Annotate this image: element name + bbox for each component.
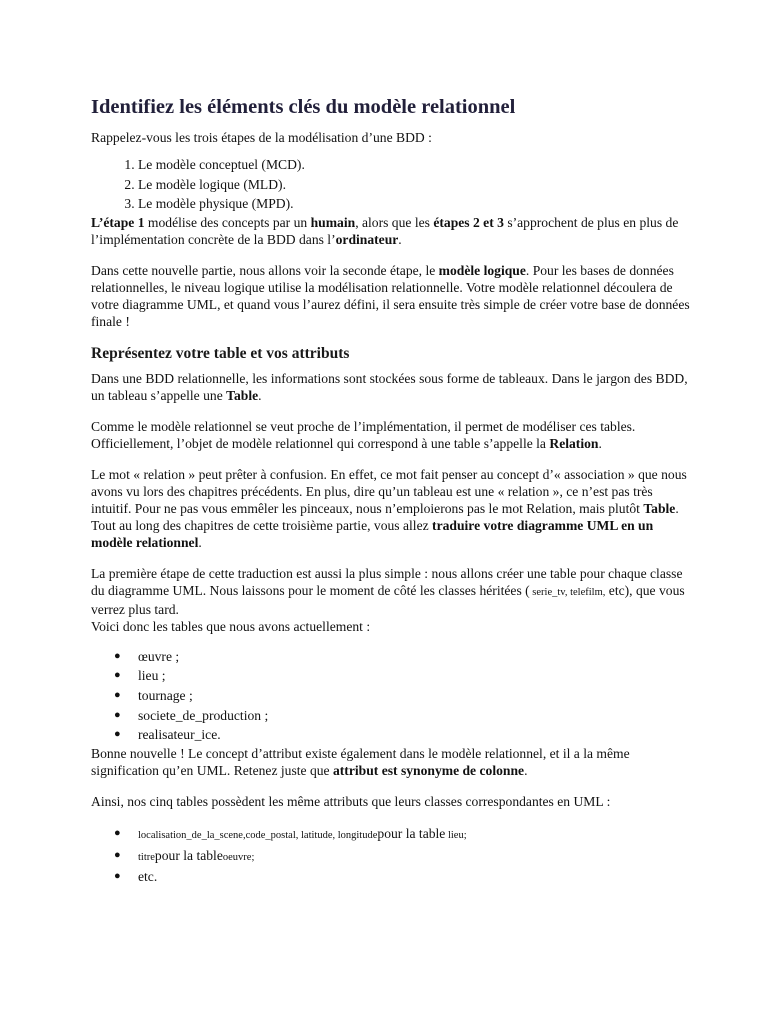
paragraph-traduction: [91, 565, 691, 635]
text-run: Le mot « relation » peut prêter à confusion. En effet, ce mot fait penser au concept d’« association » que nous avons vu lors des chapitres précédents. En plus, dire qu’un tableau est une « relation », ce n’est pas très intuitif. Pour ne pas vous emmêler les pinceaux, nous n’emploierons pas le mot Relation, mais plutôt: [91, 466, 687, 516]
text-run: Voici donc les tables que nous avons actuellement :: [91, 618, 371, 634]
paragraph-confusion: [91, 466, 691, 551]
bullet-icon: ●: [114, 827, 121, 840]
list-item: [91, 686, 691, 706]
bold-text: attribut est synonyme de colonne: [332, 763, 525, 779]
small-text: localisation_de_la_scene,code_postal, latitude, longitude: [138, 830, 378, 842]
list-item: [91, 666, 691, 686]
list-item-text: realisateur_ice.: [138, 727, 221, 743]
text-run: .: [198, 534, 202, 550]
paragraph-modele-logique: [91, 262, 691, 330]
bold-text: humain: [310, 214, 356, 230]
small-text: oeuvre;: [222, 851, 255, 863]
bullet-icon: ●: [114, 848, 121, 861]
text-run: .: [524, 763, 528, 779]
bold-text: Table: [643, 500, 676, 516]
text-run: La première étape de cette traduction est aussi la plus simple : nous allons créer une table pour chaque classe du diagramme UML. Nous laissons pour le moment de côté les classes héritées (: [91, 565, 683, 598]
text-run: Bonne nouvelle ! Le concept d’attribut existe également dans le modèle relationnel, et il a la même signification qu’en UML. Retenez juste que: [91, 746, 630, 779]
bold-text: L’étape 1: [91, 214, 145, 230]
list-item-text: lieu ;: [138, 668, 166, 684]
list-item: [91, 846, 691, 868]
bold-text: étapes 2 et 3: [433, 214, 504, 230]
small-text: titre: [138, 851, 155, 863]
step-item: 1. Le modèle conceptuel (MCD).: [138, 155, 691, 175]
intro-text: Rappelez-vous les trois étapes de la modélisation d’une BDD :: [91, 130, 432, 145]
text-run: , alors que les: [355, 214, 434, 230]
bullet-icon: ●: [114, 708, 121, 721]
list-item-text: etc.: [138, 869, 158, 885]
paragraph-attribut: [91, 745, 691, 779]
bullet-icon: ●: [114, 649, 121, 662]
text-run: . Pour les bases de données relationnelles, le niveau logique utilise la modélisation relationnelle. Votre modèle relationnel découlera de votre diagramme UML, et quand vous l’aurez défini, il sera ensuite très simple de créer votre base de données finale !: [91, 262, 690, 329]
text-run: etc), que vous verrez plus tard.: [91, 582, 685, 617]
list-item-text: pour la table: [154, 847, 223, 863]
text-run: Comme le modèle relationnel se veut proche de l’implémentation, il permet de modéliser ces tables. Officiellement, l’objet de modèle relationnel qui correspond à une table s’appelle la: [91, 418, 636, 451]
paragraph-table: [91, 370, 691, 404]
list-item-text: pour la table: [377, 826, 446, 842]
small-text: serie_tv, telefilm,: [529, 586, 606, 598]
bold-text: traduire votre diagramme UML en un modèle relationnel: [91, 517, 654, 550]
text-run: .: [258, 387, 262, 403]
list-item: [91, 706, 691, 726]
step-item: 3. Le modèle physique (MPD).: [138, 194, 691, 214]
text-run: .: [675, 500, 679, 516]
bullet-icon: ●: [114, 669, 121, 682]
list-item: [91, 725, 691, 745]
document-page: [91, 94, 691, 887]
text-run: Tout au long des chapitres de cette troisième partie, vous allez: [91, 517, 433, 533]
attributes-list: [91, 824, 691, 887]
list-item: [91, 824, 691, 846]
bullet-icon: ●: [114, 728, 121, 741]
tables-list: [91, 647, 691, 746]
step-item: 2. Le modèle logique (MLD).: [138, 175, 691, 195]
small-text: lieu;: [445, 830, 467, 842]
bold-text: ordinateur: [335, 231, 399, 247]
list-item: [91, 867, 691, 887]
steps-list: [91, 155, 691, 214]
text-run: modélise des concepts par un: [144, 214, 311, 230]
text-run: s’approchent de plus en plus de l’implémentation concrète de la BDD dans l’: [91, 214, 679, 247]
list-item: [91, 647, 691, 667]
paragraph-cinq-tables: Ainsi, nos cinq tables possèdent les même attributs que leurs classes correspondantes en UML :: [91, 794, 611, 810]
list-item-text: societe_de_production ;: [138, 707, 269, 723]
page-title: Identifiez les éléments clés du modèle relationnel: [91, 96, 516, 118]
bold-text: Table: [226, 387, 259, 403]
bold-text: Relation: [549, 435, 599, 451]
paragraph-etapes: [91, 214, 691, 248]
text-run: .: [598, 435, 602, 451]
bold-text: modèle logique: [438, 262, 526, 278]
list-item-text: tournage ;: [138, 687, 193, 703]
paragraph-relation: [91, 418, 691, 452]
text-run: Dans une BDD relationnelle, les informations sont stockées sous forme de tableaux. Dans le jargon des BDD, un tableau s’appelle une: [91, 370, 688, 403]
list-item-text: œuvre ;: [138, 648, 180, 664]
section-heading: Représentez votre table et vos attributs: [91, 344, 350, 362]
text-run: .: [398, 231, 402, 247]
text-run: Dans cette nouvelle partie, nous allons voir la seconde étape, le: [91, 262, 439, 278]
bullet-icon: ●: [114, 688, 121, 701]
bullet-icon: ●: [114, 870, 121, 883]
